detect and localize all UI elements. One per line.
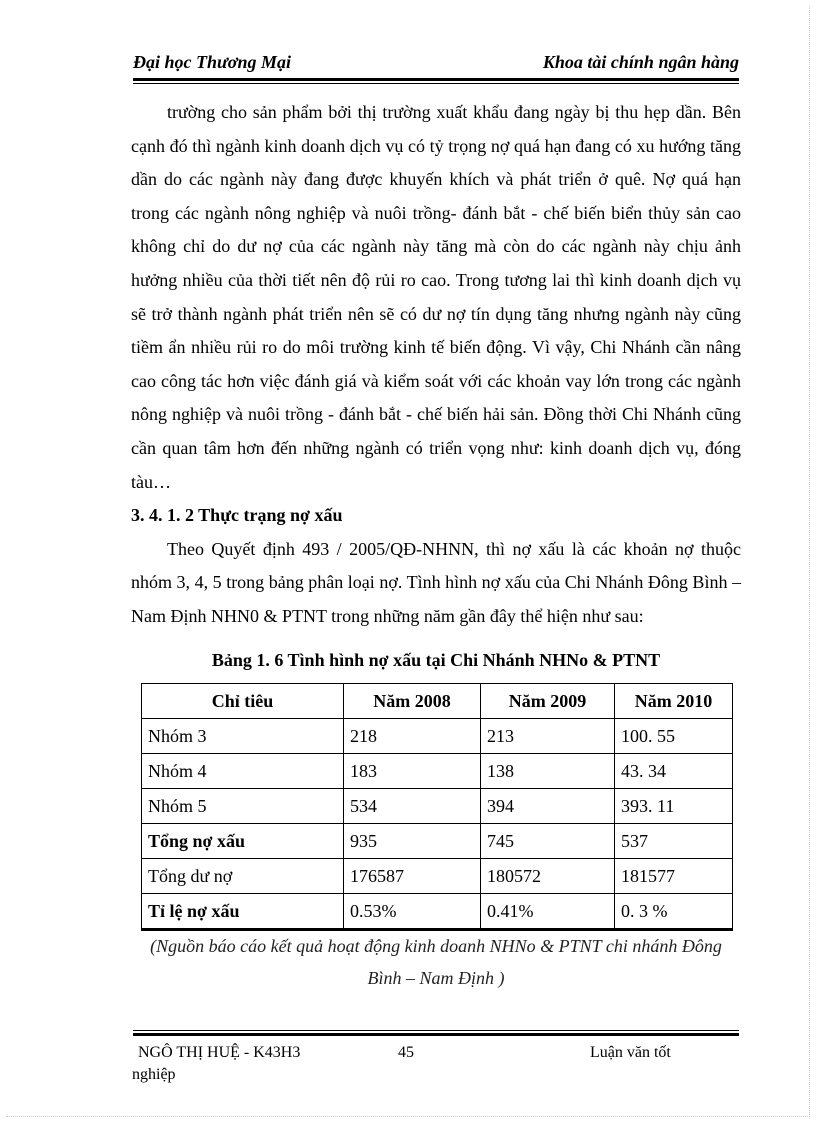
- paragraph-1: trường cho sản phẩm bởi thị trường xuất khẩu đang ngày bị thu hẹp dần. Bên cạnh đó thì ngành kinh doanh dịch vụ có tỷ trọng nợ quá hạn đang có xu hướng tăng dần do các ngành này đang được khuyến khích và phát triển ở quê. Nợ quá hạn trong các ngành nông nghiệp và nuôi trồng- đánh bắt - chế biến biển thủy sản cao không chỉ do dư nợ của các ngành này tăng mà còn do các ngành này chịu ảnh hưởng nhiều của thời tiết nên độ rủi ro cao. Trong tương lai thì kinh doanh dịch vụ sẽ trở thành ngành phát triển nên sẽ có dư nợ tín dụng tăng nhưng ngành này cũng tiềm ẩn nhiều rủi ro do môi trường kinh tế biến động. Vì vậy, Chi Nhánh cần nâng cao công tác hơn việc đánh giá và kiểm soát với các khoản vay lớn trong các ngành nông nghiệp và nuôi trồng - đánh bắt - chế biến hải sản. Đồng thời Chi Nhánh cũng cần quan tâm hơn đến những ngành có triển vọng như: kinh doanh dịch vụ, đóng tàu…: [131, 102, 741, 492]
- table-cell: 393. 11: [615, 789, 733, 824]
- table-cell: 935: [344, 824, 481, 859]
- table-cell: 180572: [481, 859, 615, 894]
- table-cell: 138: [481, 754, 615, 789]
- table-header-cell: Chỉ tiêu: [142, 684, 344, 719]
- footer-rule-thin: [133, 1030, 739, 1031]
- table-cell: 534: [344, 789, 481, 824]
- table-title: Bảng 1. 6 Tình hình nợ xấu tại Chi Nhánh NHNo & PTNT: [211, 650, 661, 670]
- header-faculty: Khoa tài chính ngân hàng: [542, 52, 739, 72]
- footer-doc-type: Luận văn tốt: [590, 1044, 671, 1061]
- table-row: [142, 894, 733, 930]
- table-cell: 0. 3 %: [615, 894, 733, 930]
- table-row: [142, 719, 733, 754]
- section-heading: 3. 4. 1. 2 Thực trạng nợ xấu: [131, 505, 343, 526]
- table-header-row: [142, 684, 733, 719]
- table-cell: 0.53%: [344, 894, 481, 930]
- header-rule-thin: [133, 83, 739, 84]
- table-row: [142, 859, 733, 894]
- table-cell: 0.41%: [481, 894, 615, 930]
- table-cell: 181577: [615, 859, 733, 894]
- table-cell: Tổng nợ xấu: [142, 824, 344, 859]
- footer-rule-thick: [133, 1033, 739, 1036]
- paragraph-2: Theo Quyết định 493 / 2005/QĐ-NHNN, thì nợ xấu là các khoản nợ thuộc nhóm 3, 4, 5 trong bảng phân loại nợ. Tình hình nợ xấu của Chi Nhánh Đông Bình – Nam Định NHN0 & PTNT trong những năm gần đây thể hiện như sau:: [131, 538, 741, 626]
- page-header: [133, 50, 739, 76]
- table-cell: 394: [481, 789, 615, 824]
- table-source-line-2: Bình – Nam Định ): [367, 968, 505, 988]
- table-cell: 745: [481, 824, 615, 859]
- table-header-cell: Năm 2010: [615, 684, 733, 719]
- footer-page-number: 45: [398, 1044, 414, 1061]
- table-row: [142, 824, 733, 859]
- table-source-line-1: (Nguồn báo cáo kết quả hoạt động kinh doanh NHNo & PTNT chi nhánh Đông: [150, 936, 722, 956]
- footer-author: NGÔ THỊ HUỆ - K43H3: [138, 1044, 301, 1061]
- table-cell: Tổng dư nợ: [142, 859, 344, 894]
- table-cell: 183: [344, 754, 481, 789]
- body-text: [131, 96, 741, 634]
- bad-debt-table: [141, 683, 733, 931]
- table-cell: Nhóm 3: [142, 719, 344, 754]
- table-row: [142, 754, 733, 789]
- table-cell: Tỉ lệ nợ xấu: [142, 894, 344, 930]
- table-cell: 176587: [344, 859, 481, 894]
- header-rule-thick: [133, 78, 739, 81]
- table-cell: 43. 34: [615, 754, 733, 789]
- table-cell: Nhóm 4: [142, 754, 344, 789]
- table-header-cell: Năm 2008: [344, 684, 481, 719]
- table-cell: Nhóm 5: [142, 789, 344, 824]
- table-cell: 213: [481, 719, 615, 754]
- table-row: [142, 789, 733, 824]
- table-header-cell: Năm 2009: [481, 684, 615, 719]
- footer-doc-type-continued: nghiệp: [132, 1066, 176, 1083]
- table-cell: 537: [615, 824, 733, 859]
- header-university: Đại học Thương Mại: [133, 52, 291, 72]
- table-cell: 100. 55: [615, 719, 733, 754]
- table-source: [131, 930, 741, 994]
- table-cell: 218: [344, 719, 481, 754]
